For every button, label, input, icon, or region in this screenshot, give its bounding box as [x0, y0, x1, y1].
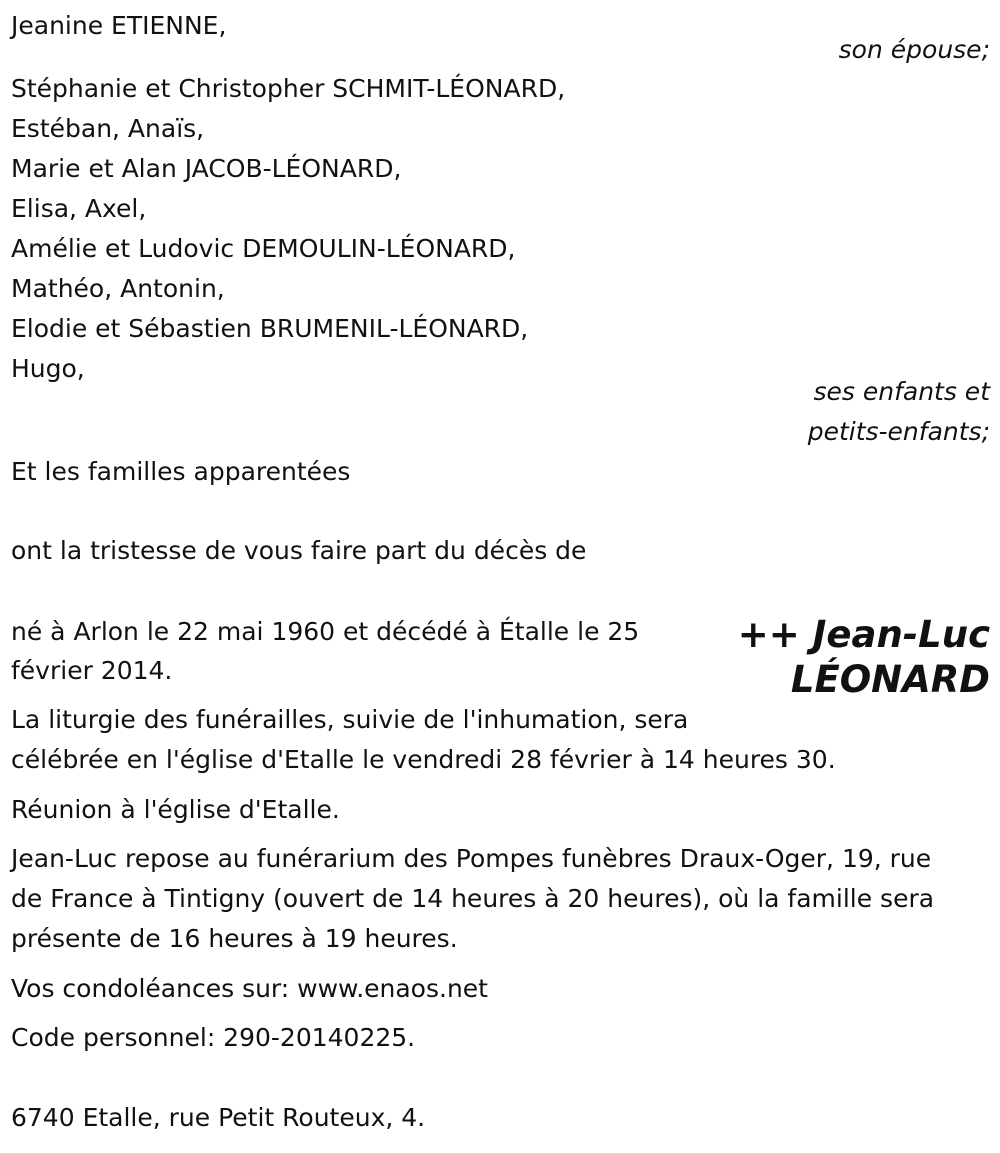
reunion-line: Réunion à l'église d'Etalle.	[11, 795, 340, 824]
children-line: Elodie et Sébastien BRUMENIL-LÉONARD,	[11, 314, 529, 343]
announcement-line: ont la tristesse de vous faire part du décès de	[11, 536, 587, 565]
birth-death-line: février 2014.	[11, 656, 173, 685]
children-role-line1: ses enfants et	[813, 377, 990, 406]
birth-death-line: né à Arlon le 22 mai 1960 et décédé à Étalle le 25	[11, 617, 640, 646]
children-line: Mathéo, Antonin,	[11, 274, 225, 303]
deceased-name-line2: LÉONARD	[790, 658, 990, 701]
children-line: Amélie et Ludovic DEMOULIN-LÉONARD,	[11, 234, 516, 263]
deceased-name-line1: ++ Jean-Luc	[737, 613, 990, 656]
condolences-line: Vos condoléances sur: www.enaos.net	[11, 974, 488, 1003]
repose-line: Jean-Luc repose au funérarium des Pompes funèbres Draux-Oger, 19, rue	[11, 844, 932, 873]
spouse-role: son épouse;	[838, 35, 990, 64]
children-line: Stéphanie et Christopher SCHMIT-LÉONARD,	[11, 74, 566, 103]
children-line: Marie et Alan JACOB-LÉONARD,	[11, 154, 402, 183]
children-role-line2: petits-enfants;	[807, 417, 990, 446]
code-line: Code personnel: 290-20140225.	[11, 1023, 416, 1052]
repose-line: présente de 16 heures à 19 heures.	[11, 924, 458, 953]
children-line: Estéban, Anaïs,	[11, 114, 205, 143]
families-line: Et les familles apparentées	[11, 457, 351, 486]
children-line: Elisa, Axel,	[11, 194, 147, 223]
address-line: 6740 Etalle, rue Petit Routeux, 4.	[11, 1103, 426, 1132]
children-line: Hugo,	[11, 354, 85, 383]
deceased-name	[738, 612, 990, 702]
liturgy-line: La liturgie des funérailles, suivie de l'inhumation, sera	[11, 705, 689, 734]
repose-line: de France à Tintigny (ouvert de 14 heures à 20 heures), où la famille sera	[11, 884, 935, 913]
spouse-name: Jeanine ETIENNE,	[11, 11, 227, 40]
liturgy-line: célébrée en l'église d'Etalle le vendredi 28 février à 14 heures 30.	[11, 745, 836, 774]
